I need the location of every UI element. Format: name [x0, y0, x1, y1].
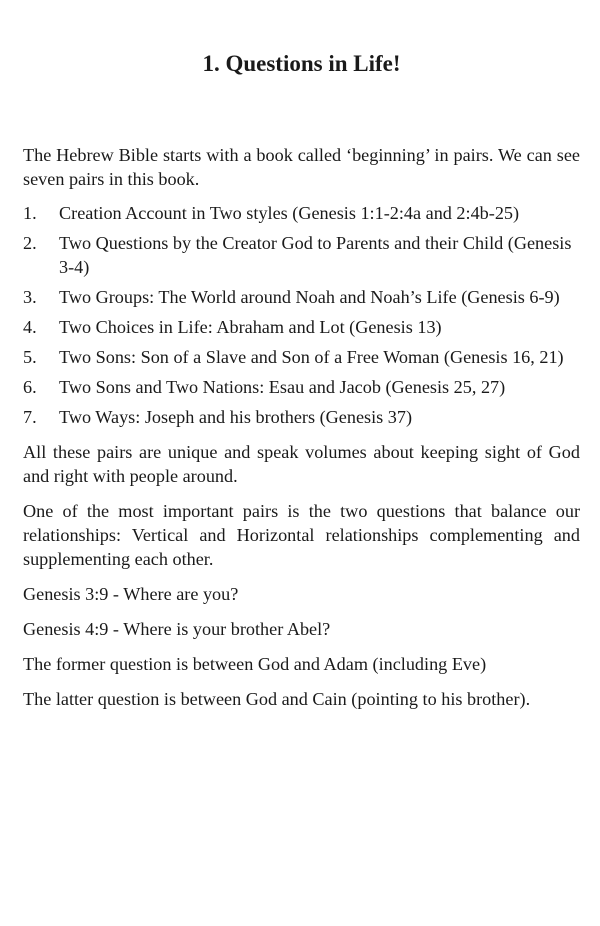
list-text: Two Groups: The World around Noah and Noah’s Life (Genesis 6-9)	[59, 287, 560, 307]
list-text: Creation Account in Two styles (Genesis 1:1-2:4a and 2:4b-25)	[59, 203, 520, 223]
list-item	[23, 315, 580, 339]
intro-paragraph: The Hebrew Bible starts with a book called ‘beginning’ in pairs. We can see seven pairs in this book.	[23, 145, 580, 189]
list-item	[23, 405, 580, 429]
page-title: 1. Questions in Life!	[202, 51, 401, 76]
list-number: 4.	[23, 317, 37, 337]
list-text: Two Sons: Son of a Slave and Son of a Free Woman (Genesis 16, 21)	[59, 347, 564, 367]
latter-paragraph: The latter question is between God and Cain (pointing to his brother).	[23, 689, 531, 709]
list-item	[23, 231, 580, 279]
list-text: Two Sons and Two Nations: Esau and Jacob (Genesis 25, 27)	[59, 377, 506, 397]
verse-genesis-4-9: Genesis 4:9 - Where is your brother Abel?	[23, 619, 331, 639]
list-number: 7.	[23, 407, 37, 427]
list-number: 1.	[23, 203, 37, 223]
page	[23, 0, 580, 711]
list-item	[23, 201, 580, 225]
list-item	[23, 285, 580, 309]
list-item	[23, 375, 580, 399]
important-paragraph: One of the most important pairs is the two questions that balance our relationships: Vertical and Horizontal relationships complementing and supplementing each other.	[23, 501, 580, 569]
list-number: 3.	[23, 287, 37, 307]
verse-genesis-3-9: Genesis 3:9 - Where are you?	[23, 584, 239, 604]
former-paragraph: The former question is between God and Adam (including Eve)	[23, 654, 487, 674]
list-text: Two Ways: Joseph and his brothers (Genesis 37)	[59, 407, 413, 427]
list-item	[23, 345, 580, 369]
list-number: 5.	[23, 347, 37, 367]
list-text: Two Questions by the Creator God to Parents and their Child (Genesis 3-4)	[59, 233, 572, 277]
list-text: Two Choices in Life: Abraham and Lot (Genesis 13)	[59, 317, 442, 337]
pairs-list	[23, 201, 580, 429]
list-number: 2.	[23, 233, 37, 253]
list-number: 6.	[23, 377, 37, 397]
unique-paragraph: All these pairs are unique and speak volumes about keeping sight of God and right with people around.	[23, 442, 580, 486]
